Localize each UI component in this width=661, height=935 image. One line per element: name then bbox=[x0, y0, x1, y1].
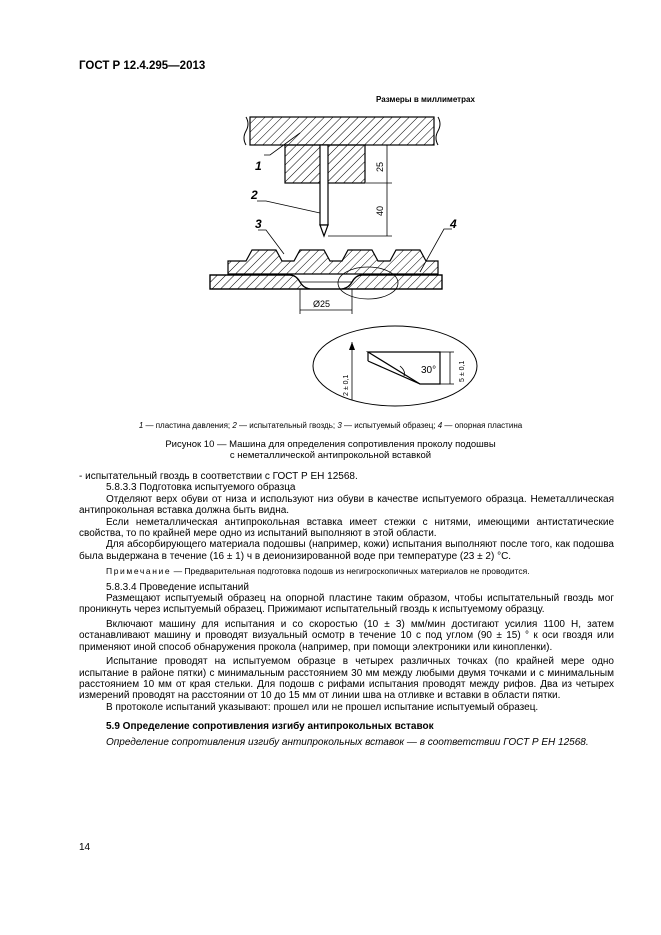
legend-text-1: — пластина давления; bbox=[143, 421, 233, 430]
label-1: 1 bbox=[255, 159, 262, 173]
dim-d25: Ø25 bbox=[313, 299, 331, 309]
detail-angle: 30° bbox=[421, 365, 437, 376]
support-plate bbox=[210, 275, 442, 289]
legend-num-3: 3 bbox=[337, 421, 342, 430]
legend-num-1: 1 bbox=[138, 421, 144, 430]
legend-text-3: — испытуемый образец; bbox=[341, 421, 438, 430]
dim-40: 40 bbox=[375, 205, 385, 216]
legend-num-2: 2 bbox=[232, 421, 237, 430]
caption-line-2: с неметаллической антипрокольной вставкой bbox=[229, 450, 432, 461]
legend-text-2: — испытательный гвоздь; bbox=[236, 421, 338, 430]
section-5-9-title: 5.9 Определение сопротивления изгибу антипрокольных вставок bbox=[106, 721, 434, 733]
paragraph-nail: - испытательный гвоздь в соответствии с ГОСТ Р ЕН 12568. bbox=[79, 471, 358, 482]
paragraph-bending: Определение сопротивления изгибу антипрокольных вставок — в соответствии ГОСТ Р ЕН 12568. bbox=[106, 736, 589, 748]
paragraph-absorbent: Для абсорбирующего материала подошвы (например, кожи) испытания выполняют после того, как подошва была выдержана в течение (16 ± 1) ч в деионизированной воде при температуре (23 ± 2) °С. bbox=[79, 539, 614, 562]
label-2: 2 bbox=[251, 188, 258, 202]
figure-caption bbox=[0, 439, 661, 461]
figure-legend bbox=[0, 421, 661, 430]
figure-10-drawing bbox=[0, 0, 661, 420]
subsection-5-8-3-4: 5.8.3.4 Проведение испытаний bbox=[106, 581, 249, 593]
paragraph-stitches: Если неметаллическая антипрокольная вставка имеет стежки с нитями, имеющими антистатические свойства, то по крайней мере одно из испытаний выполняют в этой области. bbox=[79, 516, 614, 540]
paragraph-machine: Включают машину для испытания и со скоростью (10 ± 3) мм/мин достигают усилия 1100 Н, затем останавливают машину и проводят визуальный осмотр в течение 10 с под углом (90 ± 15) ° к оси гвоздя или применяют иной способ обнаружения прокола (например, при помощи электроники или кинопленки). bbox=[79, 618, 614, 653]
document-header: ГОСТ Р 12.4.295—2013 bbox=[79, 60, 206, 72]
paragraph-report: В протоколе испытаний указывают: прошел или не прошел испытание испытуемый образец. bbox=[106, 701, 539, 713]
label-4: 4 bbox=[450, 217, 457, 231]
note-text: — Предварительная подготовка подошв из негигроскопичных материалов не проводится. bbox=[171, 566, 530, 577]
note-label: Примечание bbox=[106, 566, 172, 577]
test-sample bbox=[228, 250, 438, 274]
caption-line-1: Рисунок 10 — Машина для определения сопротивления проколу подошвы bbox=[165, 439, 496, 450]
label-3: 3 bbox=[255, 217, 262, 231]
paragraph-points: Испытание проводят на испытуемом образце в четырех различных точках (по крайней мере одно испытание в районе пятки) с минимальным расстоянием 30 мм между любыми двумя точками и с минимальным расстоянием 10 мм от края стельки. Для подошв с рифами испытания проводят между рифов. Два из четырех измерений проводят на расстоянии от 10 до 15 мм от линии шва на отливке и вставки в области пятки. bbox=[79, 656, 614, 702]
note bbox=[79, 566, 614, 577]
legend-num-4: 4 bbox=[437, 421, 443, 430]
nail-tip-detail bbox=[313, 326, 477, 406]
test-nail bbox=[320, 145, 328, 236]
legend-text-4: — опорная пластина bbox=[442, 421, 523, 430]
subsection-5-8-3-3: 5.8.3.3 Подготовка испытуемого образца bbox=[106, 482, 296, 494]
dim-25: 25 bbox=[375, 161, 385, 172]
body-text bbox=[79, 471, 614, 748]
detail-tol-right: 5 ± 0,1 bbox=[459, 360, 466, 382]
units-note: Размеры в миллиметрах bbox=[376, 95, 475, 104]
detail-tol-left: 2 ± 0,1 bbox=[343, 374, 350, 396]
paragraph-place: Размещают испытуемый образец на опорной пластине таким образом, чтобы испытательный гвоздь мог проникнуть через испытуемый образец. Прижимают испытательный гвоздь к испытуемому образцу. bbox=[79, 593, 614, 616]
page-number: 14 bbox=[79, 842, 91, 853]
pressure-plate bbox=[244, 117, 440, 145]
paragraph-prep: Отделяют верх обуви от низа и используют низ обуви в качестве испытуемого образца. Неметаллическая антипрокольная вставка должна быть видна. bbox=[79, 493, 614, 517]
